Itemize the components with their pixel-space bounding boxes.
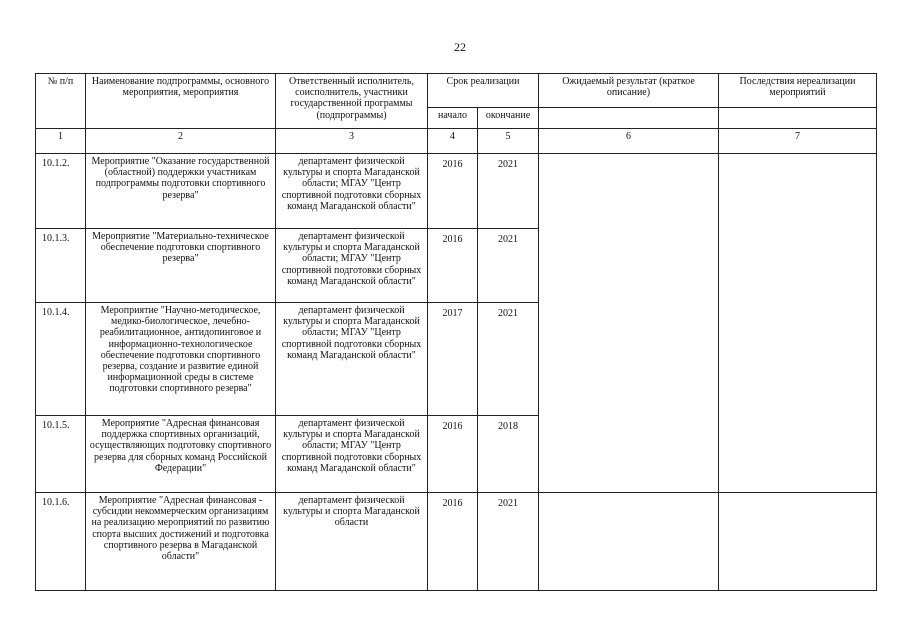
- row-number: 10.1.3.: [36, 229, 86, 303]
- row-consequence: [719, 493, 877, 591]
- header-col-result-blank: [539, 107, 719, 128]
- header-col-start: начало: [428, 107, 478, 128]
- row-executor: департамент физической культуры и спорта Магаданской области; МГАУ "Центр спортивной подготовки сборных команд Магаданской области": [276, 303, 428, 416]
- row-start: 2017: [428, 303, 478, 416]
- row-executor: департамент физической культуры и спорта Магаданской области; МГАУ "Центр спортивной подготовки сборных команд Магаданской области": [276, 229, 428, 303]
- program-table: [35, 73, 877, 591]
- row-name: Мероприятие "Материально-техническое обеспечение подготовки спортивного резерва": [86, 229, 276, 303]
- column-number: 4: [428, 129, 478, 154]
- header-col-executor: Ответственный исполнитель, соисполнитель, участники государственной программы (подпрограммы): [276, 74, 428, 129]
- header-col-result: Ожидаемый результат (краткое описание): [539, 74, 719, 108]
- header-row: [36, 74, 877, 108]
- row-number: 10.1.2.: [36, 154, 86, 229]
- column-number: 2: [86, 129, 276, 154]
- row-name: Мероприятие "Научно-методическое, медико-биологическое, лечебно-реабилитационное, антидопинговое и информационно-технологическое обеспечение подготовки спортивного резерва, создание и развитие единой информационной среды в системе подготовки спортивного резерва": [86, 303, 276, 416]
- header-col-consequence: Последствия нереализации мероприятий: [719, 74, 877, 108]
- row-end: 2021: [478, 303, 539, 416]
- row-result-merged: [539, 154, 719, 493]
- column-number-row: [36, 129, 877, 154]
- row-start: 2016: [428, 416, 478, 493]
- row-executor: департамент физической культуры и спорта Магаданской области; МГАУ "Центр спортивной подготовки сборных команд Магаданской области": [276, 154, 428, 229]
- row-name: Мероприятие "Адресная финансовая поддержка спортивных организаций, осуществляющих подготовку спортивного резерва для сборных команд Российской Федерации": [86, 416, 276, 493]
- row-start: 2016: [428, 154, 478, 229]
- table-row: [36, 493, 877, 591]
- row-number: 10.1.4.: [36, 303, 86, 416]
- column-number: 6: [539, 129, 719, 154]
- header-col-end: окончание: [478, 107, 539, 128]
- row-result: [539, 493, 719, 591]
- row-end: 2021: [478, 493, 539, 591]
- row-end: 2021: [478, 154, 539, 229]
- header-col-consequence-blank: [719, 107, 877, 128]
- row-name: Мероприятие "Адресная финансовая - субсидии некоммерческим организациям на реализацию мероприятий по развитию спорта высших достижений и подготовка спортивного резерва в Магаданской области": [86, 493, 276, 591]
- header-col-num: № п/п: [36, 74, 86, 129]
- column-number: 1: [36, 129, 86, 154]
- page-number: 22: [454, 40, 466, 54]
- row-name: Мероприятие "Оказание государственной (областной) поддержки участникам подпрограммы подготовки спортивного резерва": [86, 154, 276, 229]
- row-consequence-merged: [719, 154, 877, 493]
- row-start: 2016: [428, 493, 478, 591]
- header-col-term: Срок реализации: [428, 74, 539, 108]
- column-number: 7: [719, 129, 877, 154]
- column-number: 3: [276, 129, 428, 154]
- row-end: 2021: [478, 229, 539, 303]
- row-start: 2016: [428, 229, 478, 303]
- row-executor: департамент физической культуры и спорта Магаданской области; МГАУ "Центр спортивной подготовки сборных команд Магаданской области": [276, 416, 428, 493]
- row-number: 10.1.5.: [36, 416, 86, 493]
- header-col-name: Наименование подпрограммы, основного мероприятия, мероприятия: [86, 74, 276, 129]
- row-end: 2018: [478, 416, 539, 493]
- column-number: 5: [478, 129, 539, 154]
- table-row: [36, 154, 877, 229]
- row-number: 10.1.6.: [36, 493, 86, 591]
- row-executor: департамент физической культуры и спорта Магаданской области: [276, 493, 428, 591]
